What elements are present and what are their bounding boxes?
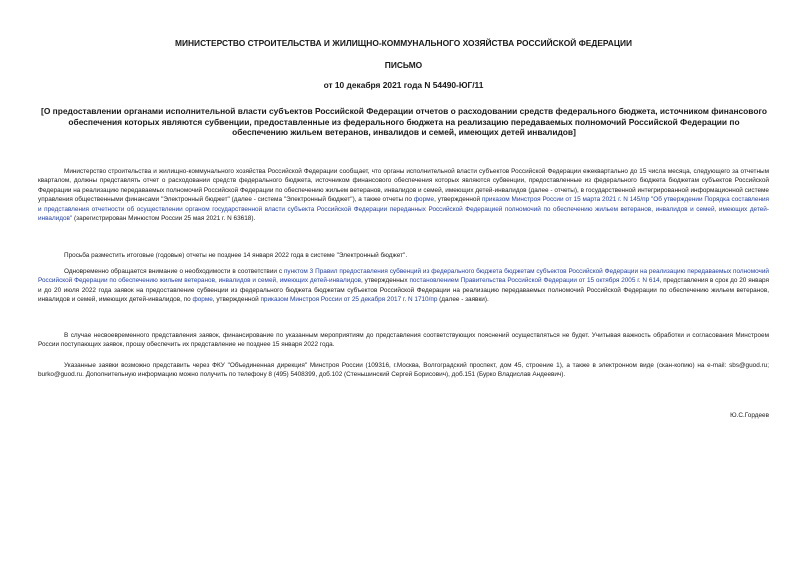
paragraph-2: Просьба разместить итоговые (годовые) отчеты не позднее 14 января 2022 года в системе "Электронный бюджет". xyxy=(64,252,408,259)
link-order-title[interactable]: "Об утверждении Порядка составления и представления отчетности об осуществлении органом государственной власти субъекта Российской Федерации переданных Российской Федерацией полномочий по обеспечению жильем ветеранов, инвалидов и семей, имеющих детей-инвалидов" xyxy=(38,196,769,223)
paragraph-3-text-e: (далее - заявки). xyxy=(437,296,489,304)
paragraph-3-text-b: , утвержденных xyxy=(361,277,408,285)
link-government-decree-614[interactable]: постановлением Правительства Российской Федерации от 15 октября 2005 г. N 614 xyxy=(409,277,660,285)
signature: Ю.С.Гордеев xyxy=(730,412,769,419)
paragraph-1-text-b: , утвержденной xyxy=(434,196,481,204)
paragraph-1-text-d: (зарегистрирован Минюстом России 25 мая 2021 г. N 63618). xyxy=(72,215,256,223)
ministry-heading: МИНИСТЕРСТВО СТРОИТЕЛЬСТВА И ЖИЛИЩНО-КОММУНАЛЬНОГО ХОЗЯЙСТВА РОССИЙСКОЙ ФЕДЕРАЦИИ xyxy=(175,38,632,48)
paragraph-4: В случае несвоевременного представления заявок, финансирование по указанным мероприятиям до представления соответствующих пояснений осуществляться не будет. Учитывая важность обработки и согласования Минстроем России поступающих заявок, прошу обеспечить их представление не позднее 15 января 2022 года. xyxy=(38,332,769,349)
paragraph-1-text-a: Министерство строительства и жилищно-коммунального хозяйства Российской Федерации сообщает, что органы исполнительной власти субъектов Российской Федерации ежеквартально до 15 числа месяца, следующего за отчетным кварталом, должны представлять отчет о расходовании средств федерального бюджета, источником финансового обеспечения которых являются субвенции, предоставленные из федерального бюджета бюджетам субъектов Российской Федерации на реализацию передаваемых полномочий Российской Федерации по обеспечению жильем ветеранов, инвалидов и семей, имеющих детей-инвалидов (далее - отчеты), в государственной интегрированной информационной системе управления общественными финансами "Электронный бюджет" (далее - система "Электронный бюджет"), а также отчеты по xyxy=(38,168,769,204)
link-order-1710[interactable]: приказом Минстроя России от 25 декабря 2017 г. N 1710/пр xyxy=(260,296,438,304)
document-date-number: от 10 декабря 2021 года N 54490-ЮГ/11 xyxy=(323,80,484,90)
paragraph-3 xyxy=(38,267,769,305)
link-rules-item-3[interactable]: пунктом 3 Правил предоставления субвенций из федерального бюджета бюджетам субъектов Российской Федерации на реализацию передаваемых полномочий Российской Федерации по обеспечению жильем ветеранов, инвалидов и семей, имеющих детей-инвалидов xyxy=(38,268,769,285)
paragraph-3-text-d: , утвержденной xyxy=(212,296,259,304)
paragraph-5: Указанные заявки возможно представить через ФКУ "Объединенная дирекция" Минстроя России (109316, г.Москва, Волгоградский проспект, дом 45, строение 1), а также в электронном виде (скан-копию) на e-mail: sbs@guod.ru; burko@guod.ru. Дополнительную информацию можно получить по телефону 8 (495) 5408399, доб.102 (Стеньшинский Сергей Борисович), доб.151 (Бурко Владислав Андеевич). xyxy=(38,362,769,379)
document-type: ПИСЬМО xyxy=(384,60,423,70)
paragraph-1 xyxy=(38,167,769,223)
link-order-145[interactable]: приказом Минстроя России от 15 марта 2021 г. N 145/пр xyxy=(481,196,650,204)
link-report-form[interactable]: форме xyxy=(413,196,435,204)
paragraph-3-text-c: , представления в срок до 20 января и до 20 июля 2022 года заявок на предоставление субвенции из федерального бюджета бюджетам субъектов Российской Федерации на реализацию передаваемых полномочий Российской Федерации по обеспечению жильем ветеранов, инвалидов и семей, имеющих детей-инвалидов, по xyxy=(38,277,770,304)
link-application-form[interactable]: форме xyxy=(190,296,213,304)
paragraph-3-text-a: Одновременно обращается внимание о необходимости в соответствии с xyxy=(64,268,283,275)
document-subject: [О предоставлении органами исполнительной власти субъектов Российской Федерации отчетов о расходовании средств федерального бюджета, источником финансового обеспечения которых являются субвенции, предоставленные из федерального бюджета на реализацию передаваемых полномочий Российской Федерации по обеспечению жильем ветеранов, инвалидов и семей, имеющих детей инвалидов] xyxy=(41,106,767,137)
